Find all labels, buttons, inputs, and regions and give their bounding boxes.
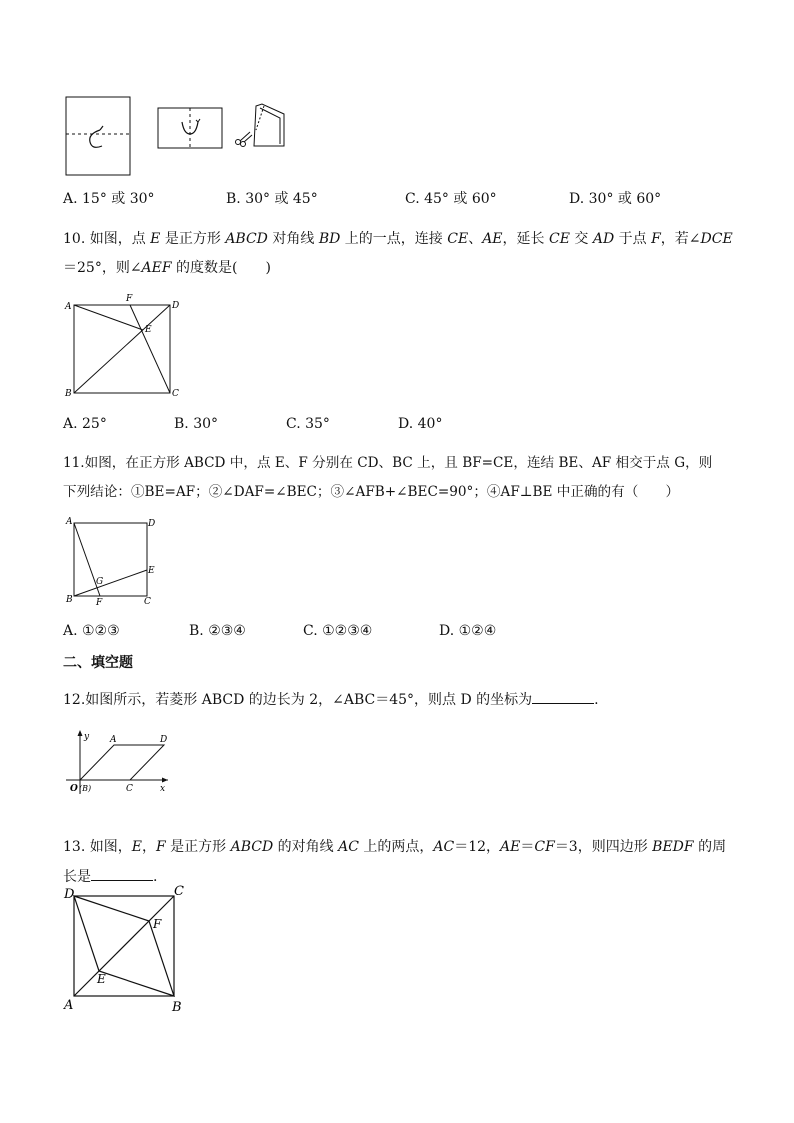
q13-label-b: B xyxy=(172,1000,182,1014)
q11-label-b: B xyxy=(66,595,73,605)
q11-options xyxy=(63,620,763,642)
q11-question-line2: 下列结论：①BE=AF；②∠DAF=∠BEC；③∠AFB+∠BEC=90°；④AF⊥BE 中正确的有（ ） xyxy=(63,484,680,500)
q10-label-b: B xyxy=(65,389,72,399)
q12-label-c: C xyxy=(126,784,133,794)
q12-label-o: O xyxy=(70,784,78,794)
q11-square-figure xyxy=(62,514,166,608)
q13-label-f: F xyxy=(153,917,162,931)
q13-question-line1: 13. 如图，E，F 是正方形 ABCD 的对角线 AC 上的两点，AC＝12，AE＝CF＝3，则四边形 BEDF 的周 xyxy=(63,839,727,855)
q9-option-b[interactable]: B. 30° 或 45° xyxy=(226,191,318,207)
q12-label-d: D xyxy=(160,735,168,745)
q10-label-c: C xyxy=(172,389,179,399)
q11-label-a: A xyxy=(66,517,73,527)
q10-option-d[interactable]: D. 40° xyxy=(398,416,443,432)
q11-label-c: C xyxy=(144,597,151,607)
q13-label-d: D xyxy=(64,887,75,902)
q13-square-figure xyxy=(62,882,188,1014)
q10-option-a[interactable]: A. 25° xyxy=(63,416,107,432)
q10-option-b[interactable]: B. 30° xyxy=(174,416,219,432)
q11-label-f: F xyxy=(96,598,103,608)
q10-question-line1: 10. 如图，点 E 是正方形 ABCD 对角线 BD 上的一点，连接 CE、AE，延长 CE 交 AD 于点 F，若∠DCE xyxy=(63,231,733,247)
q9-option-d[interactable]: D. 30° 或 60° xyxy=(569,191,662,207)
q12-rhombus-figure xyxy=(62,728,174,798)
q12-label-b: (B) xyxy=(79,784,92,793)
q13-answer-blank[interactable] xyxy=(91,866,153,881)
q10-label-a: A xyxy=(65,302,72,312)
q10-options xyxy=(63,413,763,435)
q11-option-c[interactable]: C. ①②③④ xyxy=(303,623,373,639)
q10-label-f: F xyxy=(126,294,133,304)
q10-label-e: E xyxy=(145,325,152,335)
section-title-fill-in: 二、填空题 xyxy=(63,655,133,671)
q13-label-c: C xyxy=(174,884,184,899)
q12-answer-blank[interactable] xyxy=(532,689,594,704)
q11-label-d: D xyxy=(148,519,156,529)
q11-option-d[interactable]: D. ①②④ xyxy=(439,623,497,639)
q10-question-line2: ＝25°，则∠AEF 的度数是( ) xyxy=(63,260,271,276)
q10-option-c[interactable]: C. 35° xyxy=(286,416,330,432)
q12-label-a: A xyxy=(110,735,117,745)
q11-question-line1: 11.如图，在正方形 ABCD 中，点 E、F 分别在 CD、BC 上，且 BF=CE，连结 BE、AF 相交于点 G，则 xyxy=(63,455,713,471)
q12-question: 12.如图所示，若菱形 ABCD 的边长为 2，∠ABC＝45°，则点 D 的坐标为 . xyxy=(63,689,599,711)
q10-square-figure xyxy=(62,292,184,400)
q9-option-a[interactable]: A. 15° 或 30° xyxy=(63,191,155,207)
q9-options xyxy=(63,188,763,210)
q13-question-line2: 长是 . xyxy=(63,866,157,888)
q13-label-e: E xyxy=(97,972,106,986)
q11-label-g: G xyxy=(96,577,104,587)
q12-label-y: y xyxy=(84,732,90,742)
q11-option-a[interactable]: A. ①②③ xyxy=(63,623,120,639)
q9-option-c[interactable]: C. 45° 或 60° xyxy=(405,191,497,207)
q11-label-e: E xyxy=(148,566,155,576)
q10-label-d: D xyxy=(172,301,180,311)
q13-label-a: A xyxy=(64,998,74,1013)
q12-label-x: x xyxy=(160,784,166,794)
q11-option-b[interactable]: B. ②③④ xyxy=(189,623,246,639)
q9-folding-figure xyxy=(60,94,300,178)
